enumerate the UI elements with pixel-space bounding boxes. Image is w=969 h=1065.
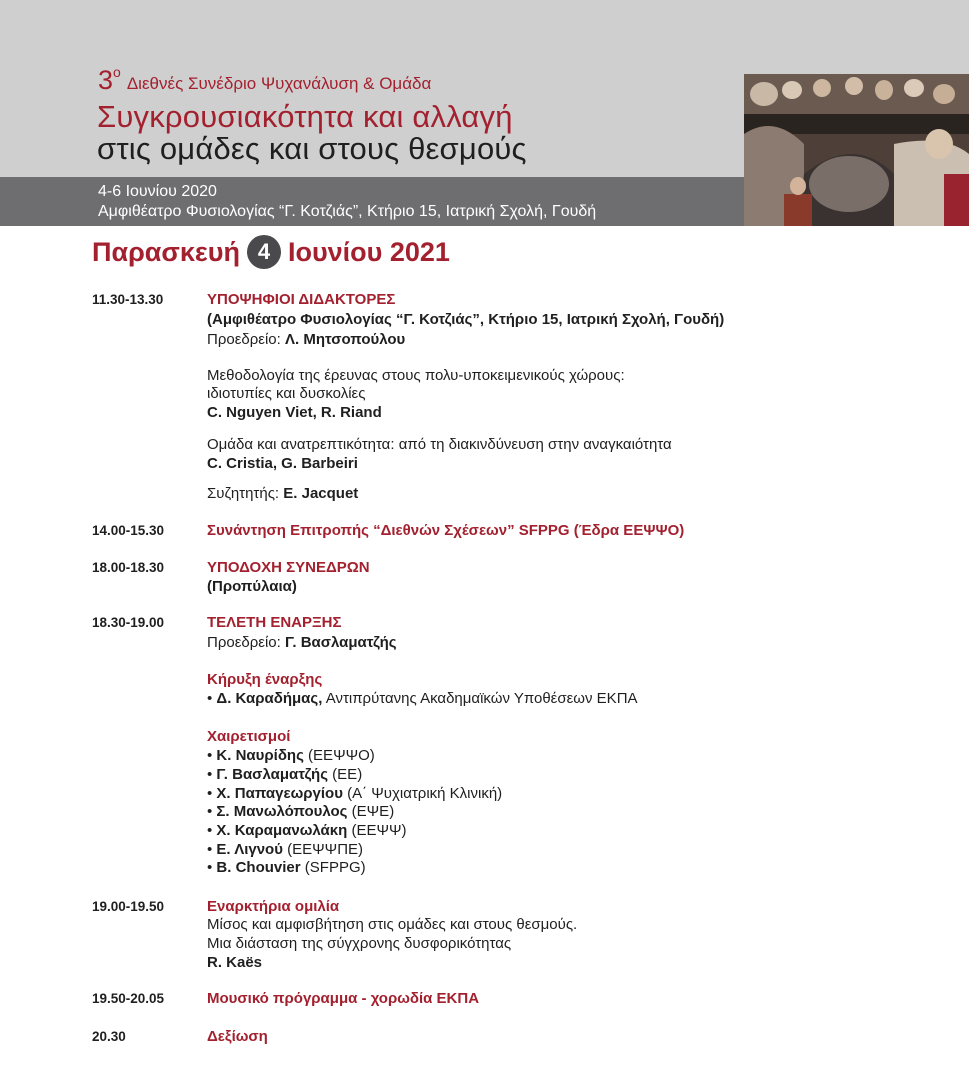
- discussant-name: E. Jacquet: [283, 485, 359, 502]
- chair-name: Γ. Βασλαματζής: [284, 634, 397, 651]
- conference-title-line2: στις ομάδες και στους θεσμούς: [97, 131, 527, 166]
- day-weekday: Παρασκευή: [92, 236, 240, 267]
- greeting-item: • Χ. Καραμανωλάκη (ΕΕΨΨ): [207, 822, 407, 839]
- header-painting-image: [744, 74, 969, 226]
- chair-label: Προεδρείο:: [207, 331, 285, 348]
- chair-label: Προεδρείο:: [207, 634, 285, 651]
- opening-speaker-name: Δ. Καραδήμας,: [216, 690, 323, 707]
- greeting-name: Κ. Ναυρίδης: [216, 747, 304, 764]
- conference-ordinal: ο: [113, 64, 121, 80]
- greeting-name: Σ. Μανωλόπουλος: [216, 803, 348, 820]
- greeting-item: • B. Chouvier (SFPPG): [207, 859, 366, 876]
- session-time: 19.50-20.05: [92, 991, 165, 1006]
- greeting-name: B. Chouvier: [216, 859, 301, 876]
- session-title: ΤΕΛΕΤΗ ΕΝΑΡΞΗΣ: [207, 614, 342, 631]
- session-chair: [207, 331, 405, 348]
- session-time: 18.00-18.30: [92, 560, 165, 575]
- session-time: 20.30: [92, 1029, 126, 1044]
- conference-name-text: Διεθνές Συνέδριο Ψυχανάλυση & Ομάδα: [126, 74, 432, 93]
- greeting-org: (ΕΕΨΨΠΕ): [282, 841, 364, 858]
- greeting-org: (ΕΕ): [328, 766, 363, 783]
- session-title: Μουσικό πρόγραμμα - χορωδία ΕΚΠΑ: [207, 990, 480, 1007]
- session-chair: [207, 634, 397, 651]
- talk-title-line: Ομάδα και ανατρεπτικότητα: από τη διακινδύνευση στην αναγκαιότητα: [207, 436, 672, 453]
- day-number-circle: 4: [247, 235, 281, 269]
- header-banner: [0, 0, 969, 226]
- session-discussant: [207, 485, 358, 502]
- greeting-item: • Ε. Λιγνού (ΕΕΨΨΠΕ): [207, 841, 364, 858]
- greeting-name: Ε. Λιγνού: [216, 841, 283, 858]
- session-title: Δεξίωση: [207, 1028, 268, 1045]
- session-title: Συνάντηση Επιτροπής “Διεθνών Σχέσεων” SFPPG (Έδρα ΕΕΨΨΟ): [207, 522, 685, 539]
- discussant-label: Συζητητής:: [207, 485, 284, 502]
- session-location: (Προπύλαια): [207, 578, 297, 595]
- conference-number: 3: [98, 65, 114, 95]
- lecture-speaker: R. Kaës: [207, 954, 263, 971]
- talk-authors: C. Cristia, G. Barbeiri: [207, 455, 358, 472]
- opening-heading: Κήρυξη έναρξης: [207, 671, 323, 688]
- greeting-org: (ΕΕΨΨΟ): [303, 747, 375, 764]
- greeting-org: (Α΄ Ψυχιατρική Κλινική): [342, 785, 503, 802]
- greeting-org: (ΕΕΨΨ): [347, 822, 407, 839]
- talk-title-line: ιδιοτυπίες και δυσκολίες: [207, 385, 366, 402]
- greeting-name: Γ. Βασλαματζής: [216, 766, 329, 783]
- session-title: Εναρκτήρια ομιλία: [207, 898, 340, 915]
- day-heading: [92, 234, 450, 270]
- chair-name: Λ. Μητσοπούλου: [284, 331, 406, 348]
- greeting-item: • Κ. Ναυρίδης (ΕΕΨΨΟ): [207, 747, 375, 764]
- greeting-item: • Γ. Βασλαματζής (ΕΕ): [207, 766, 363, 783]
- conference-venue: Αμφιθέατρο Φυσιολογίας “Γ. Κοτζιάς”, Κτήριο 15, Ιατρική Σχολή, Γουδή: [98, 203, 597, 220]
- conference-dates: 4-6 Ιουνίου 2020: [98, 183, 217, 200]
- greeting-org: (SFPPG): [300, 859, 366, 876]
- info-bar: [0, 177, 744, 226]
- session-time: 19.00-19.50: [92, 899, 165, 914]
- opening-speaker: • Δ. Καραδήμας, Αντιπρύτανης Ακαδημαϊκών Υποθέσεων ΕΚΠΑ: [207, 690, 638, 707]
- lecture-title-line: Μια διάσταση της σύγχρονης δυσφορικότητας: [207, 935, 512, 952]
- greeting-item: • Χ. Παπαγεωργίου (Α΄ Ψυχιατρική Κλινική): [207, 785, 503, 802]
- day-month-year: Ιουνίου 2021: [287, 236, 450, 267]
- session-time: 11.30-13.30: [92, 292, 164, 307]
- conference-title-line1: Συγκρουσιακότητα και αλλαγή: [97, 99, 513, 134]
- session-location: (Αμφιθέατρο Φυσιολογίας “Γ. Κοτζιάς”, Κτήριο 15, Ιατρική Σχολή, Γουδή): [207, 311, 725, 328]
- talk-authors: C. Nguyen Viet, R. Riand: [207, 404, 382, 421]
- greeting-item: • Σ. Μανωλόπουλος (ΕΨΕ): [207, 803, 395, 820]
- greeting-name: Χ. Καραμανωλάκη: [216, 822, 348, 839]
- lecture-title-line: Μίσος και αμφισβήτηση στις ομάδες και στους θεσμούς.: [207, 916, 578, 933]
- session-title: ΥΠΟΨΗΦΙΟΙ ΔΙΔΑΚΤΟΡΕΣ: [207, 291, 396, 308]
- opening-speaker-role: Αντιπρύτανης Ακαδημαϊκών Υποθέσεων ΕΚΠΑ: [322, 690, 638, 707]
- greeting-name: Χ. Παπαγεωργίου: [216, 785, 343, 802]
- session-time: 14.00-15.30: [92, 523, 165, 538]
- conference-name: [98, 64, 431, 96]
- session-time: 18.30-19.00: [92, 615, 165, 630]
- greeting-org: (ΕΨΕ): [347, 803, 395, 820]
- session-title: ΥΠΟΔΟΧΗ ΣΥΝΕΔΡΩΝ: [207, 559, 370, 576]
- greetings-heading: Χαιρετισμοί: [207, 728, 291, 745]
- talk-title-line: Μεθοδολογία της έρευνας στους πολυ-υποκειμενικούς χώρους:: [207, 367, 625, 384]
